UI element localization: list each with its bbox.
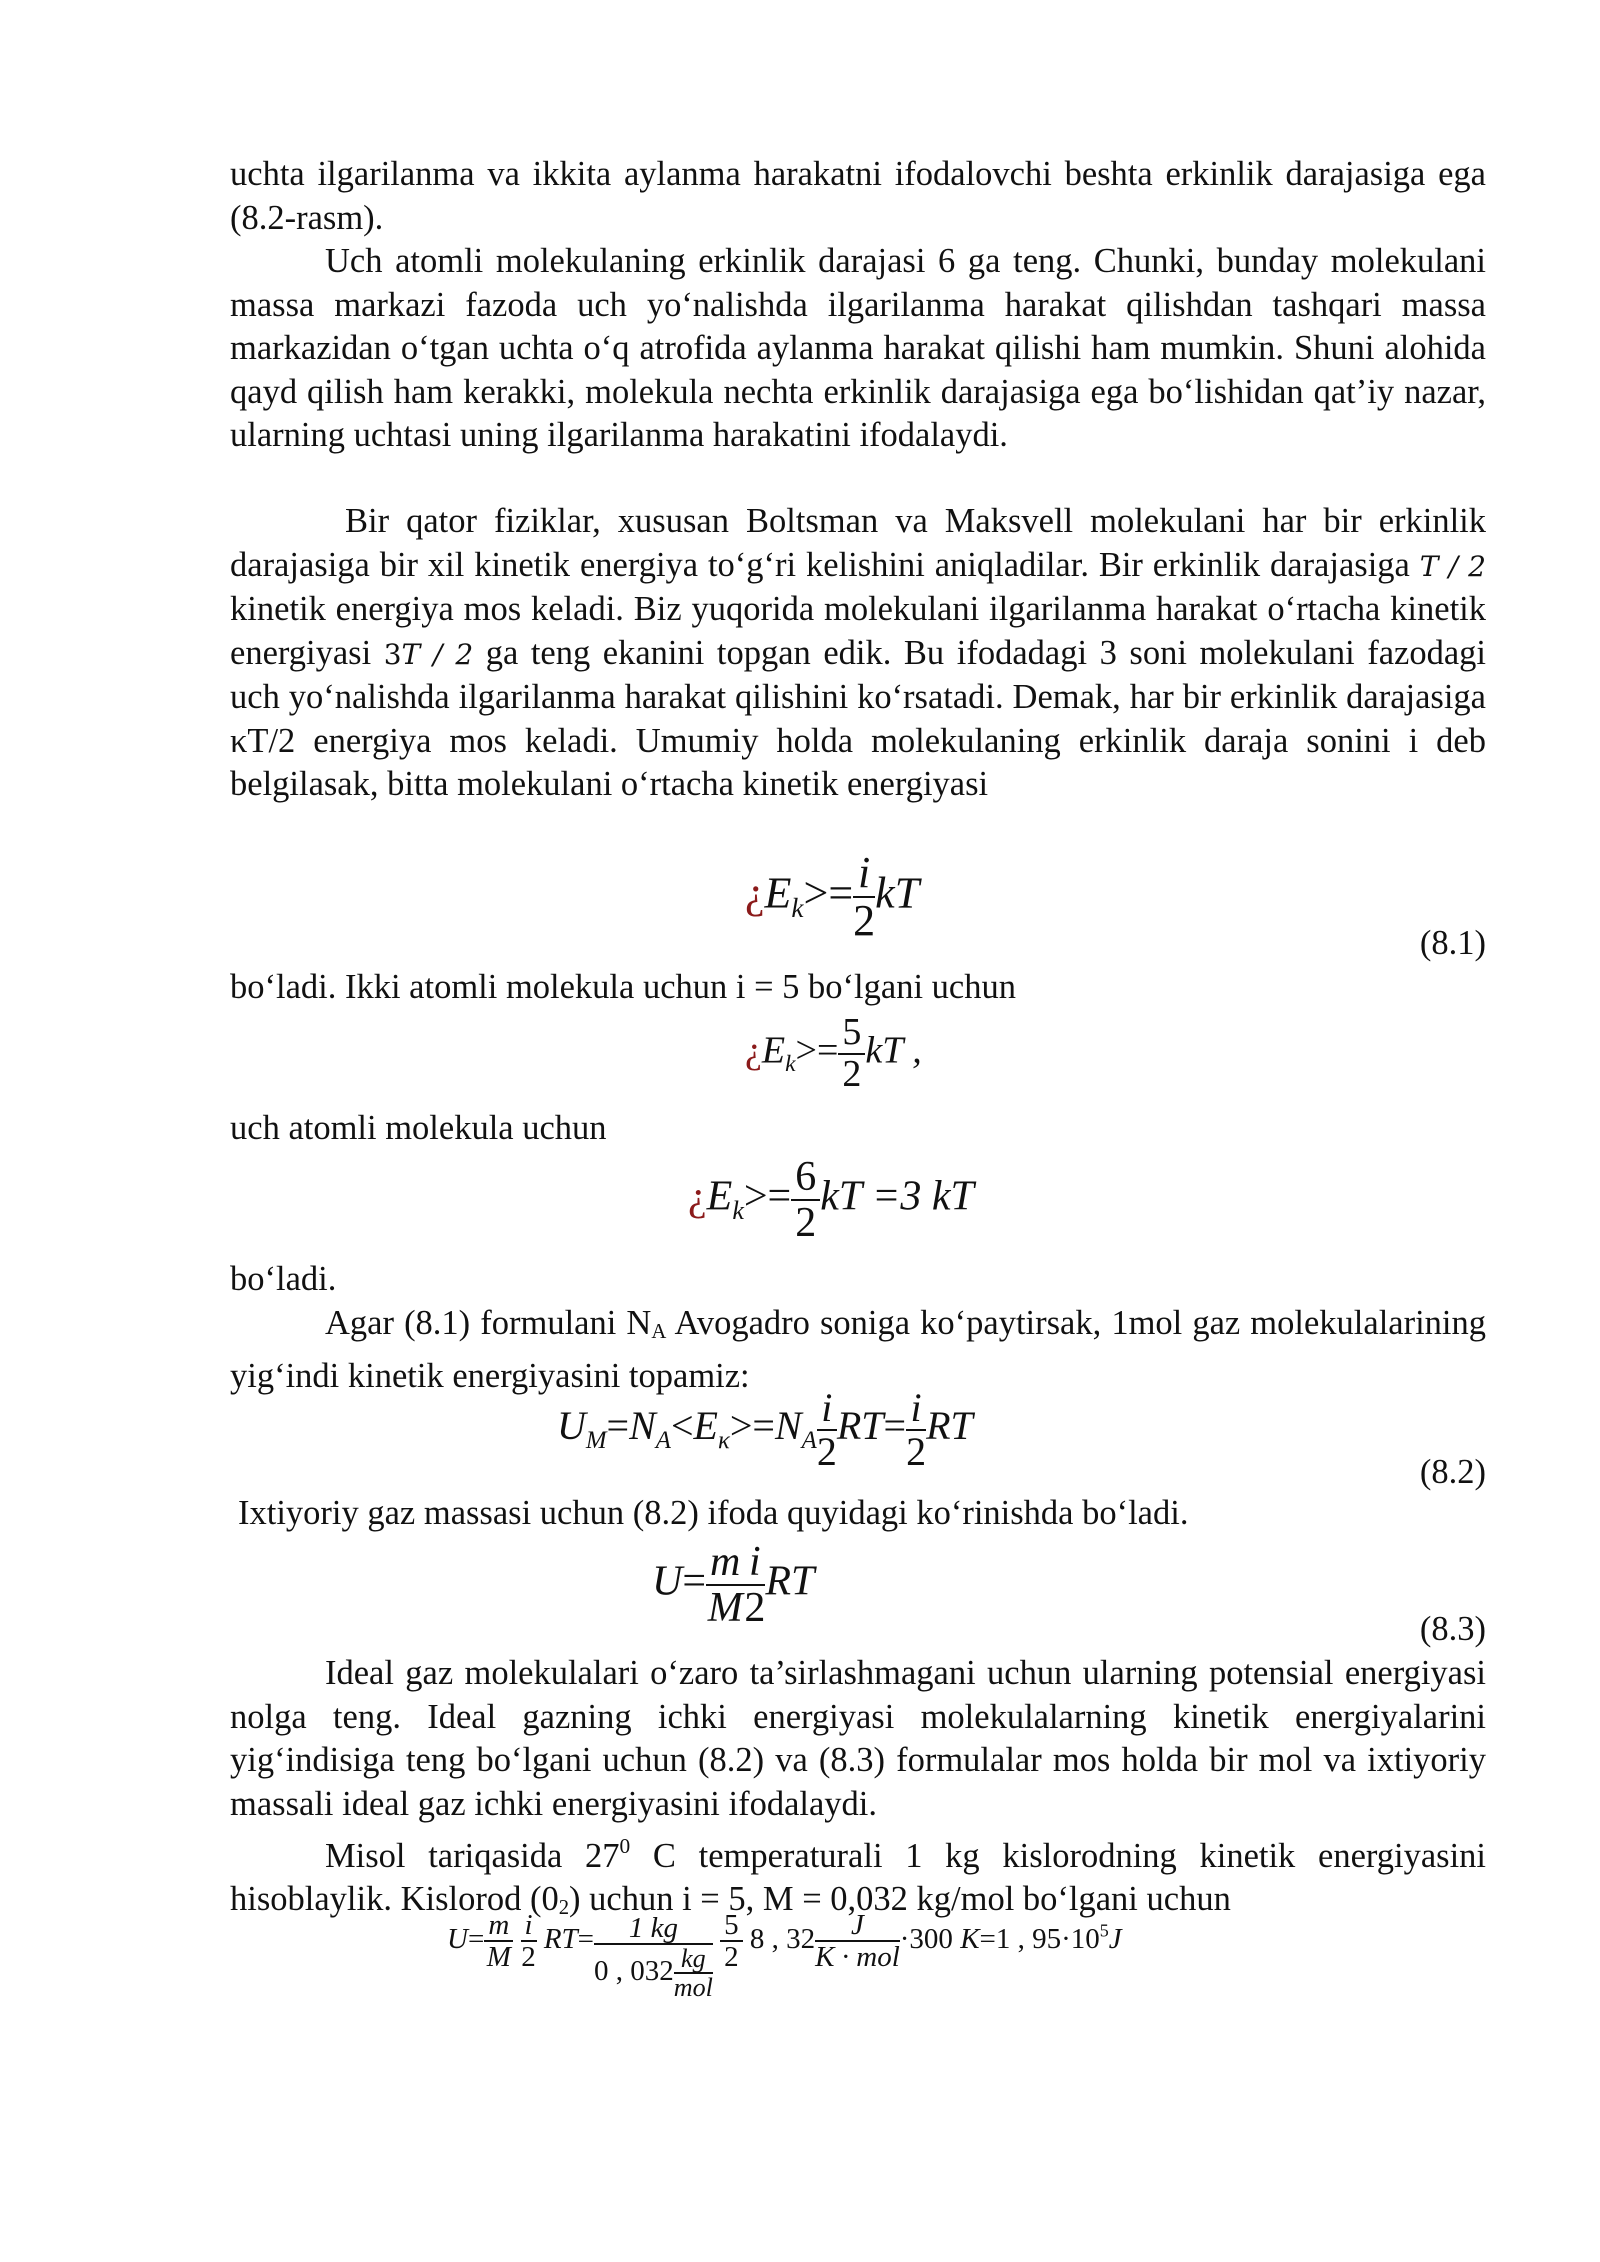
equation-number-8-1: (8.1) — [1419, 924, 1486, 962]
equation-triatomic-energy: ¿$E_k>=$ $\frac{6}{2}$ kT =3 kT — [688, 1154, 974, 1247]
paragraph-equipartition: Bir qator fiziklar, xususan Boltsman va Maksvell molekulani har bir erkinlik darajasiga bir xil kinetik energiya to‘g‘ri kelishini aniqladilar. Bir erkinlik darajasiga T / 2 kinetik energiya mos keladi. Biz yuqorida molekulani ilgarilanma harakat o‘rtacha kinetik energiyasi 3T / 2 ga teng ekanini topgan edik. Bu ifodadagi 3 soni molekulani fazodagi uch yo‘nalishda ilgarilanma harakat qilishini ko‘rsatadi. Demak, har bir erkinlik darajasiga κT/2 energiya mos keladi. Umumiy holda molekulaning erkinlik daraja sonini i deb belgilasak, bitta molekulani o‘rtacha kinetik energiyasi — [230, 502, 1486, 803]
equation-number-8-2: (8.2) — [1419, 1453, 1486, 1491]
equation-number-8-3: (8.3) — [1419, 1610, 1486, 1648]
paragraph-diatomic-line: bo‘ladi. Ikki atomli molekula uchun i = 5 bo‘lgani uchun — [230, 968, 1016, 1006]
equation-8-1: ¿$E_k>=$ $\frac{i}{2}$ kT — [745, 848, 920, 946]
equation-diatomic-energy: ¿$E_k>=$ $\frac{5}{2}$ kT , — [745, 1011, 922, 1095]
equation-8-3: U= $\frac{m}{M}$ $\frac{i}{2}$ RT — [652, 1539, 815, 1632]
equation-example-calculation: U= $\frac{m}{M}$ $\frac{i}{2}$ RT= 1 kg 0 , 032 $\frac{kg}{\text{mol}}$ $\frac{5}{2}$ 8 , 32 $\frac{J}{\text{K · mol}}$ ·300 K=1 , $95\cdot 10^5J$ — [447, 1909, 1122, 2003]
paragraph-example: Misol tariqasida $27^0$ C temperaturali 1 kg kislorodning kinetik energiyasini hisoblaylik. Kislorod (02) uchun i = 5, M = 0,032 kg/mol bo‘lgani uchun — [230, 1834, 1486, 1920]
paragraph-avogadro: Agar (8.1) formulani NA Avogadro soniga ko‘paytirsak, 1mol gaz molekulalarining yig‘indi kinetik energiyasini topamiz: — [230, 1304, 1486, 1395]
paragraph-degrees-diatomic: uchta ilgarilanma va ikkita aylanma harakatni ifodalovchi beshta erkinlik darajasiga ega (8.2-rasm). — [230, 155, 1486, 237]
equation-8-2: $U_M=N_A<E_\kappa>=N_A$ $\frac{i}{2}$ RT= $\frac{i}{2}$ RT — [557, 1385, 973, 1474]
paragraph-boladi: bo‘ladi. — [230, 1260, 337, 1298]
paragraph-triatomic: Uch atomli molekulaning erkinlik darajasi 6 ga teng. Chunki, bunday molekulani massa markazi fazoda uch yo‘nalishda ilgarilanma harakat qilishdan tashqari massa markazidan o‘tgan uchta o‘q atrofida aylanma harakat qilishi ham mumkin. Shuni alohida qayd qilish ham kerakki, molekula nechta erkinlik darajasiga ega bo‘lishidan qat’iy nazar, ularning uchtasi uning ilgarilanma harakatini ifodalaydi. — [230, 242, 1486, 454]
inline-expr-t-over-2: T / 2 — [1419, 549, 1486, 583]
inline-expr-3t-over-2: T / 2 — [401, 637, 474, 671]
paragraph-arbitrary-mass: Ixtiyoriy gaz massasi uchun (8.2) ifoda quyidagi ko‘rinishda bo‘ladi. — [238, 1494, 1189, 1532]
paragraph-triatomic-line: uch atomli molekula uchun — [230, 1109, 607, 1147]
paragraph-ideal-gas: Ideal gaz molekulalari o‘zaro ta’sirlashmagani uchun ularning potensial energiyasi nolga teng. Ideal gazning ichki energiyasi molekulalarning kinetik energiyalarini yig‘indisiga teng bo‘lgani uchun (8.2) va (8.3) formulalar mos holda bir mol va ixtiyoriy massali ideal gaz ichki energiyasini ifodalaydi. — [230, 1654, 1486, 1823]
